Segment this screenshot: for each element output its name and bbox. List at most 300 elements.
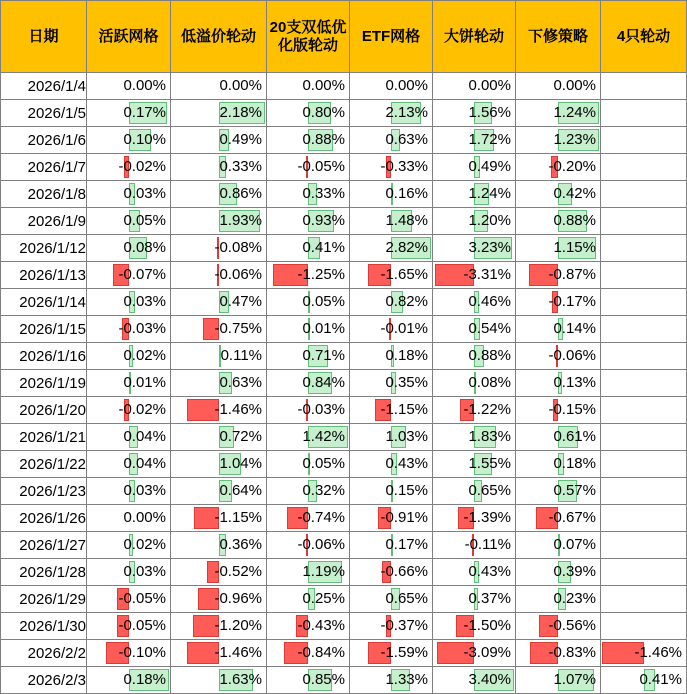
cell-date: 2026/1/4	[1, 73, 87, 100]
cell-wrapper	[601, 208, 686, 234]
cell-wrapper	[350, 127, 432, 153]
cell-value	[601, 478, 687, 505]
cell-wrapper	[350, 505, 432, 531]
cell-value	[350, 424, 433, 451]
cell-wrapper	[516, 586, 600, 612]
cell-text: 0.42%	[553, 185, 596, 202]
cell-text: -0.96%	[214, 590, 262, 607]
table-row	[1, 532, 687, 559]
cell-date: 2026/2/2	[1, 640, 87, 667]
cell-text: 0.03%	[123, 185, 166, 202]
cell-value	[87, 478, 171, 505]
cell-text: 0.41%	[302, 239, 345, 256]
cell-text: -1.59%	[380, 644, 428, 661]
cell-text: -1.39%	[463, 509, 511, 526]
cell-wrapper	[516, 73, 600, 99]
cell-wrapper	[87, 451, 170, 477]
cell-wrapper	[87, 505, 170, 531]
cell-value	[350, 478, 433, 505]
cell-value	[433, 262, 516, 289]
cell-text: 0.32%	[302, 482, 345, 499]
cell-text: 0.17%	[123, 104, 166, 121]
cell-text: 0.00%	[553, 77, 596, 94]
cell-value	[171, 262, 267, 289]
cell-wrapper	[87, 127, 170, 153]
cell-wrapper	[350, 532, 432, 558]
cell-wrapper	[516, 262, 600, 288]
cell-value	[433, 370, 516, 397]
cell-value	[433, 343, 516, 370]
column-header-1: 活跃网格	[87, 1, 171, 73]
cell-wrapper	[171, 127, 266, 153]
cell-wrapper	[433, 370, 515, 396]
cell-wrapper	[87, 478, 170, 504]
cell-wrapper	[171, 451, 266, 477]
cell-text: 0.11%	[220, 347, 262, 364]
cell-value	[433, 505, 516, 532]
table-body	[1, 73, 687, 694]
column-header-date: 日期	[1, 1, 87, 73]
cell-text: 0.63%	[219, 374, 262, 391]
table-row	[1, 343, 687, 370]
cell-wrapper	[171, 613, 266, 639]
cell-text: 0.88%	[302, 131, 345, 148]
cell-value	[433, 181, 516, 208]
cell-text: 3.40%	[468, 671, 511, 688]
cell-value	[601, 208, 687, 235]
cell-value	[267, 505, 350, 532]
cell-value	[267, 370, 350, 397]
cell-value	[171, 586, 267, 613]
cell-text: 1.48%	[385, 212, 428, 229]
cell-wrapper	[601, 640, 686, 666]
cell-text: 0.00%	[123, 509, 166, 526]
cell-text: 0.05%	[123, 212, 166, 229]
cell-wrapper	[601, 667, 686, 693]
cell-value	[171, 73, 267, 100]
cell-value	[350, 289, 433, 316]
cell-text: -0.05%	[297, 158, 345, 175]
cell-wrapper	[171, 343, 266, 369]
cell-value	[601, 397, 687, 424]
cell-text: 0.16%	[385, 185, 428, 202]
table-row	[1, 478, 687, 505]
cell-value	[87, 73, 171, 100]
cell-wrapper	[350, 397, 432, 423]
cell-value	[171, 505, 267, 532]
cell-wrapper	[433, 532, 515, 558]
cell-value	[171, 424, 267, 451]
cell-wrapper	[267, 424, 349, 450]
cell-wrapper	[516, 640, 600, 666]
cell-wrapper	[516, 424, 600, 450]
cell-text: 0.04%	[123, 428, 166, 445]
cell-wrapper	[516, 316, 600, 342]
cell-value	[433, 316, 516, 343]
cell-value	[601, 100, 687, 127]
cell-wrapper	[87, 316, 170, 342]
cell-text: 0.37%	[468, 590, 511, 607]
cell-text: 2.82%	[385, 239, 428, 256]
cell-value	[433, 424, 516, 451]
cell-date: 2026/1/12	[1, 235, 87, 262]
cell-text: 0.23%	[553, 590, 596, 607]
cell-value	[171, 451, 267, 478]
cell-text: -1.50%	[463, 617, 511, 634]
cell-text: 0.00%	[302, 77, 345, 94]
cell-wrapper	[601, 262, 686, 288]
cell-wrapper	[516, 289, 600, 315]
cell-value	[433, 397, 516, 424]
cell-value	[267, 532, 350, 559]
cell-value	[267, 667, 350, 694]
cell-text: -1.15%	[214, 509, 262, 526]
cell-wrapper	[267, 154, 349, 180]
cell-wrapper	[267, 370, 349, 396]
cell-value	[87, 640, 171, 667]
cell-text: 1.63%	[219, 671, 262, 688]
cell-text: 1.24%	[553, 104, 596, 121]
cell-text: 1.93%	[219, 212, 262, 229]
cell-wrapper	[267, 343, 349, 369]
cell-text: 0.33%	[219, 158, 262, 175]
cell-date: 2026/1/6	[1, 127, 87, 154]
cell-wrapper	[433, 478, 515, 504]
cell-value	[350, 586, 433, 613]
cell-value	[350, 397, 433, 424]
cell-text: 0.64%	[219, 482, 262, 499]
cell-wrapper	[87, 343, 170, 369]
cell-value	[87, 451, 171, 478]
cell-wrapper	[601, 532, 686, 558]
cell-text: -1.46%	[634, 644, 682, 661]
cell-value	[267, 343, 350, 370]
cell-text: 1.03%	[385, 428, 428, 445]
cell-wrapper	[516, 208, 600, 234]
cell-wrapper	[350, 424, 432, 450]
cell-value	[601, 667, 687, 694]
cell-date: 2026/1/19	[1, 370, 87, 397]
cell-wrapper	[433, 127, 515, 153]
cell-value	[87, 424, 171, 451]
cell-date: 2026/1/22	[1, 451, 87, 478]
cell-wrapper	[171, 181, 266, 207]
cell-date: 2026/1/14	[1, 289, 87, 316]
cell-wrapper	[350, 559, 432, 585]
cell-value	[516, 73, 601, 100]
cell-text: 0.43%	[468, 563, 511, 580]
cell-text: -0.52%	[214, 563, 262, 580]
cell-value	[516, 316, 601, 343]
cell-text: -0.06%	[548, 347, 596, 364]
cell-value	[350, 559, 433, 586]
cell-value	[171, 640, 267, 667]
cell-text: 0.47%	[219, 293, 262, 310]
cell-text: -0.87%	[548, 266, 596, 283]
cell-value	[87, 559, 171, 586]
cell-value	[516, 559, 601, 586]
cell-value	[171, 208, 267, 235]
cell-wrapper	[350, 235, 432, 261]
cell-wrapper	[87, 154, 170, 180]
cell-wrapper	[516, 613, 600, 639]
cell-value	[171, 127, 267, 154]
cell-wrapper	[171, 397, 266, 423]
column-header-2: 低溢价轮动	[171, 1, 267, 73]
cell-wrapper	[267, 532, 349, 558]
cell-text: 0.00%	[385, 77, 428, 94]
cell-text: 0.33%	[302, 185, 345, 202]
cell-wrapper	[433, 451, 515, 477]
cell-text: 0.05%	[302, 293, 345, 310]
cell-wrapper	[267, 235, 349, 261]
column-header-6: 下修策略	[516, 1, 601, 73]
cell-wrapper	[516, 505, 600, 531]
cell-wrapper	[601, 397, 686, 423]
table-row	[1, 316, 687, 343]
column-header-3: 20支双低优化版轮动	[267, 1, 350, 73]
cell-text: -1.20%	[214, 617, 262, 634]
cell-value	[350, 100, 433, 127]
cell-value	[350, 640, 433, 667]
cell-value	[516, 667, 601, 694]
cell-text: 0.18%	[123, 671, 166, 688]
cell-text: 0.54%	[468, 320, 511, 337]
cell-value	[171, 181, 267, 208]
cell-wrapper	[433, 208, 515, 234]
cell-text: 1.83%	[468, 428, 511, 445]
cell-text: -0.05%	[118, 590, 166, 607]
cell-date: 2026/1/27	[1, 532, 87, 559]
table-row	[1, 613, 687, 640]
cell-wrapper	[350, 343, 432, 369]
cell-date: 2026/1/16	[1, 343, 87, 370]
cell-value	[433, 478, 516, 505]
cell-value	[601, 613, 687, 640]
table-row	[1, 667, 687, 694]
cell-text: 0.49%	[468, 158, 511, 175]
cell-date: 2026/1/13	[1, 262, 87, 289]
cell-value	[350, 73, 433, 100]
cell-wrapper	[267, 262, 349, 288]
cell-text: 1.33%	[385, 671, 428, 688]
cell-text: -0.02%	[118, 158, 166, 175]
cell-date: 2026/1/21	[1, 424, 87, 451]
cell-wrapper	[516, 451, 600, 477]
cell-wrapper	[350, 478, 432, 504]
cell-value	[601, 235, 687, 262]
cell-text: -0.84%	[297, 644, 345, 661]
cell-wrapper	[350, 181, 432, 207]
table-row	[1, 208, 687, 235]
cell-wrapper	[171, 532, 266, 558]
table-row	[1, 127, 687, 154]
table-header	[1, 1, 687, 73]
cell-wrapper	[516, 154, 600, 180]
cell-value	[87, 505, 171, 532]
cell-text: 0.18%	[385, 347, 428, 364]
cell-wrapper	[601, 586, 686, 612]
cell-wrapper	[87, 424, 170, 450]
cell-wrapper	[350, 289, 432, 315]
cell-text: 0.00%	[468, 77, 511, 94]
cell-wrapper	[87, 73, 170, 99]
cell-value	[516, 154, 601, 181]
cell-text: 0.46%	[468, 293, 511, 310]
cell-value	[433, 559, 516, 586]
cell-value	[171, 613, 267, 640]
cell-text: 0.65%	[385, 590, 428, 607]
table-row	[1, 397, 687, 424]
cell-wrapper	[350, 100, 432, 126]
cell-wrapper	[267, 559, 349, 585]
cell-text: -3.31%	[463, 266, 511, 283]
cell-value	[87, 262, 171, 289]
column-header-7: 4只轮动	[601, 1, 687, 73]
cell-text: 0.05%	[302, 455, 345, 472]
cell-wrapper	[601, 559, 686, 585]
cell-wrapper	[87, 181, 170, 207]
cell-text: -0.91%	[380, 509, 428, 526]
cell-text: 0.00%	[123, 77, 166, 94]
cell-text: 0.85%	[302, 671, 345, 688]
cell-text: 0.08%	[468, 374, 511, 391]
cell-text: -0.56%	[548, 617, 596, 634]
cell-wrapper	[171, 370, 266, 396]
cell-wrapper	[516, 235, 600, 261]
cell-wrapper	[601, 370, 686, 396]
cell-wrapper	[267, 289, 349, 315]
cell-wrapper	[350, 370, 432, 396]
table-row	[1, 370, 687, 397]
cell-value	[267, 262, 350, 289]
cell-value	[267, 586, 350, 613]
cell-wrapper	[601, 478, 686, 504]
cell-wrapper	[267, 640, 349, 666]
cell-wrapper	[433, 640, 515, 666]
cell-text: 3.23%	[468, 239, 511, 256]
cell-wrapper	[433, 316, 515, 342]
cell-date: 2026/1/20	[1, 397, 87, 424]
cell-text: 0.00%	[219, 77, 262, 94]
cell-wrapper	[171, 559, 266, 585]
cell-value	[350, 127, 433, 154]
cell-wrapper	[601, 343, 686, 369]
cell-date: 2026/1/7	[1, 154, 87, 181]
cell-text: 0.65%	[468, 482, 511, 499]
cell-value	[87, 532, 171, 559]
cell-value	[516, 289, 601, 316]
cell-value	[87, 154, 171, 181]
cell-wrapper	[516, 127, 600, 153]
cell-wrapper	[601, 154, 686, 180]
cell-value	[433, 73, 516, 100]
cell-value	[601, 73, 687, 100]
cell-text: 1.72%	[468, 131, 511, 148]
cell-wrapper	[267, 127, 349, 153]
cell-wrapper	[433, 154, 515, 180]
cell-wrapper	[350, 586, 432, 612]
cell-value	[87, 397, 171, 424]
cell-value	[267, 397, 350, 424]
cell-text: 0.01%	[123, 374, 166, 391]
cell-wrapper	[433, 181, 515, 207]
cell-value	[350, 451, 433, 478]
cell-value	[516, 613, 601, 640]
cell-text: 0.63%	[385, 131, 428, 148]
cell-value	[433, 100, 516, 127]
cell-wrapper	[171, 208, 266, 234]
cell-wrapper	[433, 289, 515, 315]
cell-value	[350, 154, 433, 181]
cell-text: -0.20%	[548, 158, 596, 175]
cell-value	[433, 532, 516, 559]
cell-wrapper	[87, 559, 170, 585]
cell-value	[87, 127, 171, 154]
cell-value	[87, 586, 171, 613]
cell-value	[516, 343, 601, 370]
table-row	[1, 100, 687, 127]
cell-value	[87, 370, 171, 397]
cell-text: 0.80%	[302, 104, 345, 121]
cell-value	[267, 559, 350, 586]
cell-wrapper	[267, 73, 349, 99]
cell-date: 2026/2/3	[1, 667, 87, 694]
cell-wrapper	[87, 532, 170, 558]
cell-text: 0.03%	[123, 482, 166, 499]
cell-value	[350, 613, 433, 640]
cell-value	[87, 316, 171, 343]
cell-text: 0.01%	[302, 320, 345, 337]
cell-wrapper	[87, 667, 170, 693]
cell-wrapper	[350, 640, 432, 666]
cell-date: 2026/1/9	[1, 208, 87, 235]
cell-wrapper	[267, 181, 349, 207]
cell-wrapper	[433, 559, 515, 585]
cell-wrapper	[433, 613, 515, 639]
cell-value	[516, 478, 601, 505]
cell-wrapper	[267, 100, 349, 126]
cell-value	[516, 262, 601, 289]
table-row	[1, 640, 687, 667]
cell-wrapper	[171, 73, 266, 99]
cell-text: 0.61%	[553, 428, 596, 445]
cell-value	[601, 559, 687, 586]
cell-value	[350, 505, 433, 532]
cell-value	[350, 667, 433, 694]
cell-wrapper	[267, 667, 349, 693]
cell-value	[171, 289, 267, 316]
cell-text: 2.18%	[219, 104, 262, 121]
cell-text: 0.02%	[123, 347, 166, 364]
table-row	[1, 451, 687, 478]
cell-value	[350, 343, 433, 370]
cell-wrapper	[267, 586, 349, 612]
cell-text: -1.25%	[297, 266, 345, 283]
cell-text: 0.86%	[219, 185, 262, 202]
cell-value	[433, 154, 516, 181]
cell-value	[601, 127, 687, 154]
cell-date: 2026/1/29	[1, 586, 87, 613]
cell-text: -0.83%	[548, 644, 596, 661]
cell-text: 0.10%	[123, 131, 166, 148]
cell-wrapper	[433, 235, 515, 261]
cell-wrapper	[433, 262, 515, 288]
table-row	[1, 559, 687, 586]
cell-value	[601, 316, 687, 343]
cell-value	[267, 613, 350, 640]
cell-value	[267, 127, 350, 154]
